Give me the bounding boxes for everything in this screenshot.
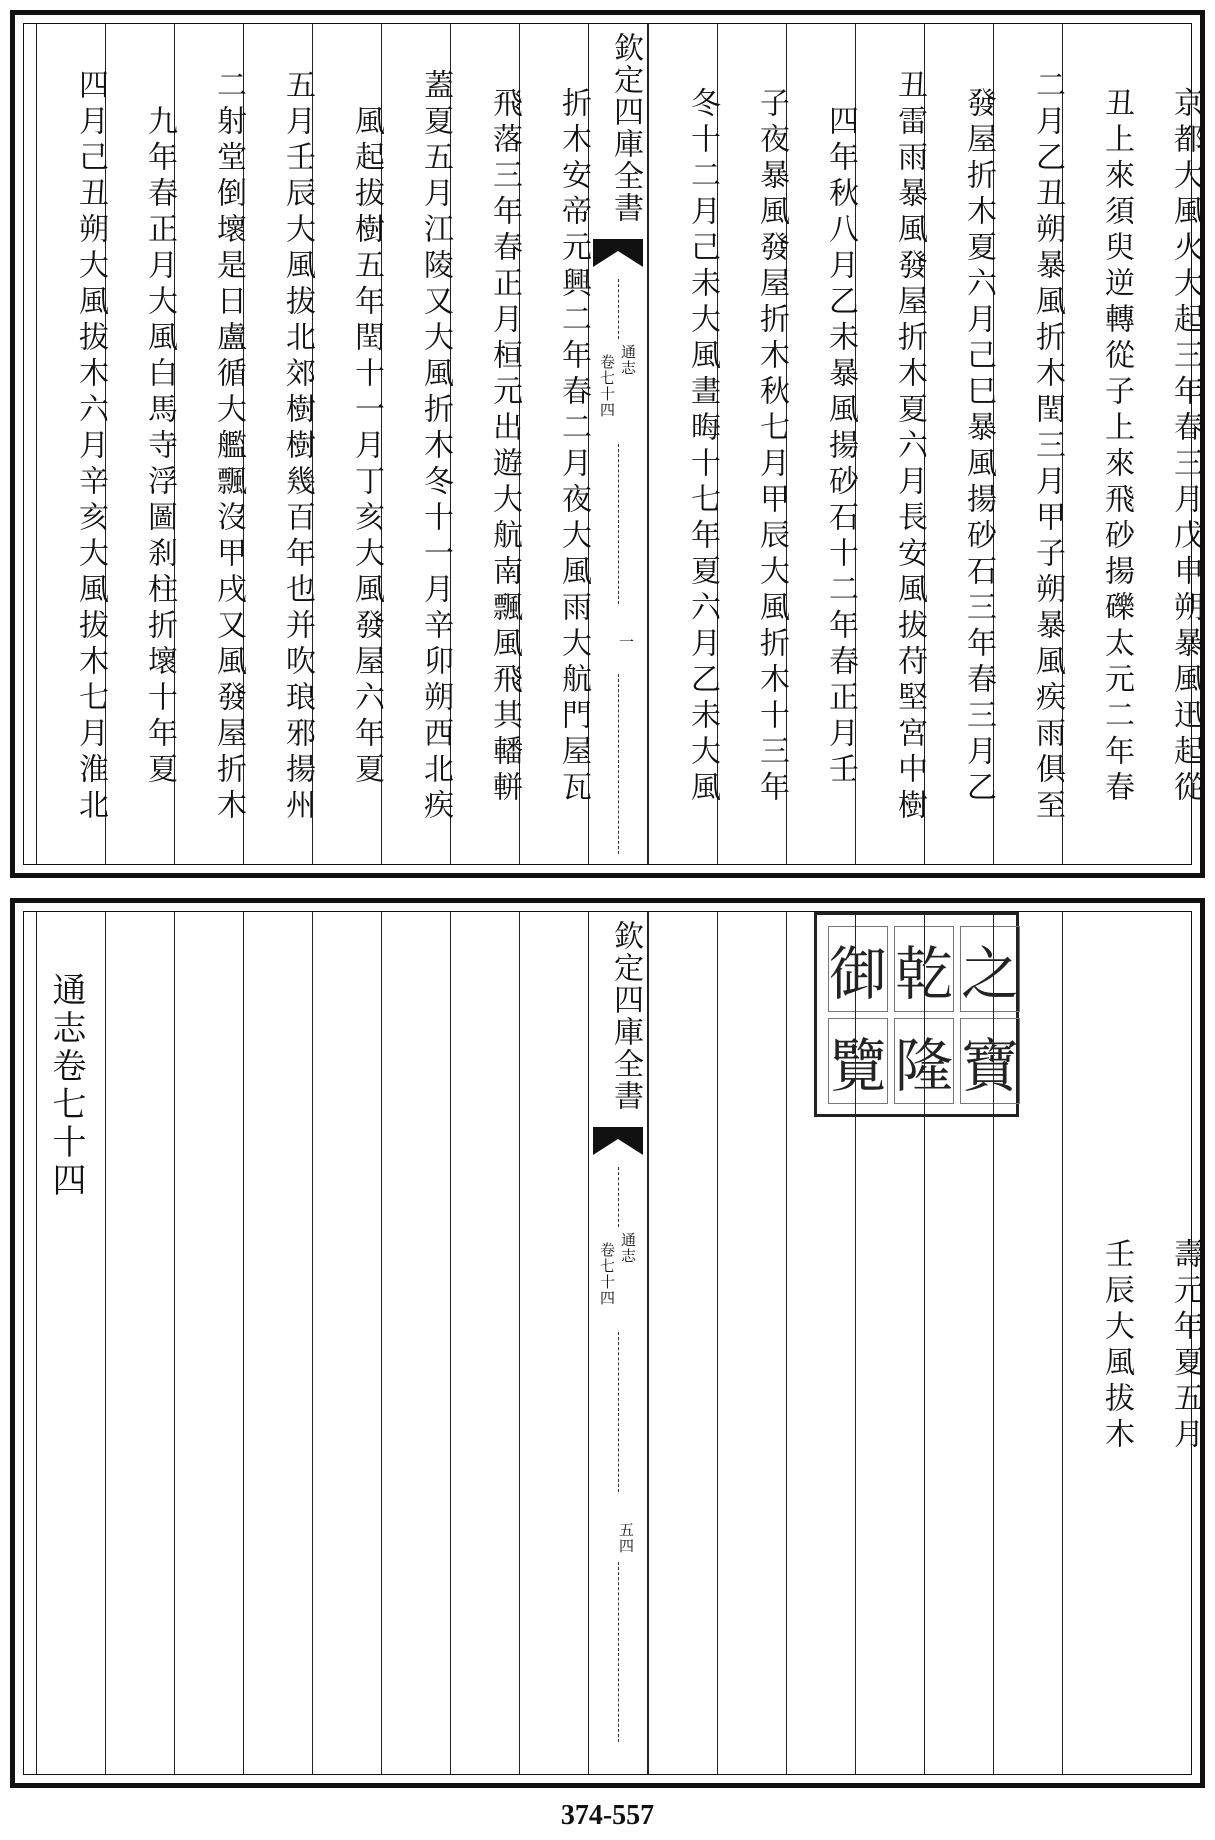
center-fold-column [588, 24, 648, 864]
fold-dash-line [618, 1332, 619, 1492]
text-column [105, 24, 177, 864]
text-column [648, 24, 720, 864]
column-text: 二射堂倒壞是日盧循大艦飄沒甲戌又風發屋折木 [211, 69, 246, 825]
text-column [174, 912, 243, 1774]
fold-dash-line [618, 279, 619, 339]
text-column [924, 912, 993, 1774]
text-column [36, 24, 108, 864]
column-text: 冬十二月己未大風晝晦十七年夏六月乙未大風 [685, 87, 720, 807]
text-column [993, 24, 1065, 864]
column-text: 京都大風火大起三年春三月戊申朔暴風迅起從 [1168, 87, 1203, 807]
collection-title: 欽定四庫全書 [608, 32, 643, 224]
text-column [243, 24, 315, 864]
text-column [1062, 912, 1134, 1774]
text-column [855, 24, 927, 864]
column-text: 折木安帝元興二年春二月夜大風雨大航門屋瓦 [556, 87, 591, 807]
book-title-small: 通志 [619, 344, 637, 376]
text-column [519, 24, 591, 864]
column-text: 四月己丑朔大風拔木六月辛亥大風拔木七月淮北 [73, 69, 108, 825]
column-text: 壽元年夏五月 [1168, 1238, 1203, 1454]
center-fold-column [588, 912, 648, 1774]
seal-char: 隆 [894, 1018, 954, 1104]
text-column [381, 912, 450, 1774]
column-text: 發屋折木夏六月己巳暴風揚砂石三年春三月乙 [961, 87, 996, 807]
fishtail-mark-icon [593, 1127, 643, 1157]
seal-char: 寶 [960, 1018, 1020, 1104]
text-column [450, 912, 519, 1774]
text-column [648, 912, 717, 1774]
text-column [243, 912, 312, 1774]
text-column [1062, 24, 1134, 864]
text-column [786, 24, 858, 864]
seal-char: 覽 [828, 1018, 888, 1104]
column-text: 五月壬辰大風拔北郊樹樹幾百年也并吹琅邪揚州 [280, 69, 315, 825]
text-column [174, 24, 246, 864]
text-column [1131, 24, 1203, 864]
fold-dash-line [618, 674, 619, 854]
fold-dash-line [618, 444, 619, 604]
column-text: 丑雷雨暴風發屋折木夏六月長安風拔苻堅宮中樹 [892, 69, 927, 825]
text-column [717, 912, 786, 1774]
column-text: 四年秋八月乙未暴風揚砂石十二年春正月壬 [823, 105, 858, 789]
text-column [312, 912, 381, 1774]
column-text: 飛落三年春正月桓元出遊大航南飄風飛其轓軿 [487, 87, 522, 807]
bottom-page-frame [10, 898, 1205, 1788]
text-column [924, 24, 996, 864]
seal-char: 之 [960, 926, 1020, 1012]
top-page-body [23, 23, 1203, 865]
column-text: 丑上來須臾逆轉從子上來飛砂揚礫太元二年春 [1099, 87, 1134, 807]
seal-char: 乾 [894, 926, 954, 1012]
text-column [717, 24, 789, 864]
fold-dash-line [618, 1562, 619, 1742]
text-column [519, 912, 588, 1774]
leaf-number: 五四 [617, 1522, 635, 1554]
text-column [786, 912, 855, 1774]
column-text: 蓋夏五月江陵又大風折木冬十一月辛卯朔西北疾 [418, 69, 453, 825]
page-number: 374-557 [560, 1800, 655, 1831]
top-page-frame [10, 10, 1205, 878]
text-column [1131, 912, 1203, 1774]
leaf-number: 一 [617, 634, 635, 650]
seal-char: 御 [828, 926, 888, 1012]
text-column [450, 24, 522, 864]
fishtail-mark-icon [593, 239, 643, 269]
fold-dash-line [618, 1167, 619, 1227]
volume-small: 卷七十四 [598, 354, 616, 418]
text-column [381, 24, 453, 864]
text-column [105, 912, 174, 1774]
column-text: 九年春正月大風白馬寺浮圖刹柱折壞十年夏 [142, 105, 177, 789]
bottom-page-body [23, 911, 1203, 1775]
book-title-small: 通志 [619, 1232, 637, 1264]
volume-small: 卷七十四 [598, 1242, 616, 1306]
collection-title: 欽定四庫全書 [608, 920, 643, 1112]
text-column [36, 912, 105, 1774]
text-column [855, 912, 924, 1774]
column-text: 壬辰大風拔木 [1099, 1238, 1134, 1454]
column-text: 子夜暴風發屋折木秋七月甲辰大風折木十三年 [754, 87, 789, 807]
text-column [312, 24, 384, 864]
text-column [993, 912, 1062, 1774]
column-text: 風起拔樹五年閏十一月丁亥大風發屋六年夏 [349, 105, 384, 789]
volume-label: 通志卷七十四 [46, 972, 86, 1200]
column-text: 二月乙丑朔暴風折木閏三月甲子朔暴風疾雨俱至 [1030, 69, 1065, 825]
